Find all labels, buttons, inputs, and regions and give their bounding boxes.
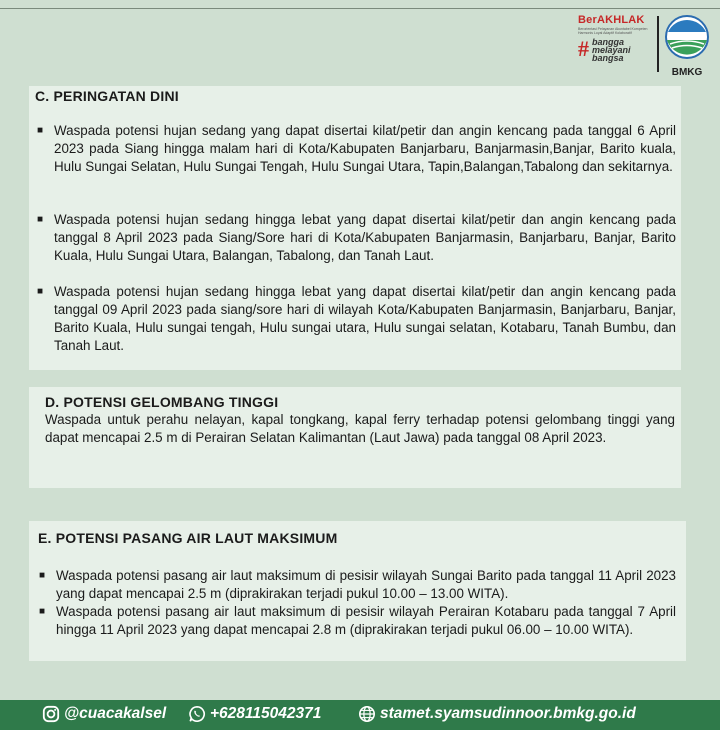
section-e-bullet-1: ■ Waspada potensi pasang air laut maksimum di pesisir wilayah Sungai Barito pada tanggal 11 April 2023 yang dapat mencapai 2.5 m (diprakirakan terjadi pukul 10.00 – 13.00 WITA). [39, 568, 676, 601]
bullet-icon: ■ [39, 570, 46, 581]
bmkg-emblem-icon [664, 14, 710, 60]
section-pasang-air-laut [29, 521, 686, 661]
section-c-bullet-1: ■ Waspada potensi hujan sedang yang dapat disertai kilat/petir dan angin kencang pada tanggal 6 April 2023 pada Siang hingga malam hari di Kota/Kabupaten Banjarbaru, Banjarmasin,Banjar, Barito kuala, Hulu Sungai Selatan, Hulu Sungai Tengah, Hulu Sungai Utara, Tapin,Balangan,Tabalong dan sekitarnya. [37, 123, 676, 174]
berakhlak-title: BerAKHLAK [578, 14, 645, 26]
bullet-icon: ■ [37, 125, 44, 136]
section-c-title: C. PERINGATAN DINI [35, 88, 179, 104]
website-contact[interactable] [358, 705, 636, 723]
footer-contact-bar [0, 700, 720, 730]
globe-icon [358, 705, 376, 723]
section-gelombang-tinggi [29, 387, 681, 488]
website-url: stamet.syamsudinnoor.bmkg.go.id [380, 705, 636, 722]
section-e-bullet-2: ■ Waspada potensi pasang air laut maksimum di pesisir wilayah Perairan Kotabaru pada tanggal 7 April hingga 11 April 2023 yang dapat mencapai 2.8 m (diprakirakan terjadi pukul 06.00 – 10.00 WITA). [39, 604, 676, 637]
header-logos [574, 12, 714, 76]
whatsapp-icon [188, 705, 206, 723]
bullet-icon: ■ [37, 214, 44, 225]
bullet-icon: ■ [37, 286, 44, 297]
logo-divider [657, 16, 659, 72]
section-d-body: Waspada untuk perahu nelayan, kapal tongkang, kapal ferry terhadap potensi gelombang tinggi yang dapat mencapai 2.5 m di Perairan Selatan Kalimantan (Laut Jawa) pada tanggal 08 April 2023. [45, 412, 675, 445]
hash-icon: # [578, 36, 589, 61]
section-c-bullet-3: ■ Waspada potensi hujan sedang hingga lebat yang dapat disertai kilat/petir dan angin kencang pada tanggal 09 April 2023 pada siang/sore hari di wilayah Kota/Kabupaten Banjarmasin, Banjarbaru, Banjar, Barito Kuala, Hulu sungai tengah, Hulu sungai utara, Hulu sungai selatan, Kotabaru, Tanah Bumbu, dan Tanah Laut. [37, 284, 676, 353]
top-divider [0, 8, 720, 9]
section-c-bullet-2: ■ Waspada potensi hujan sedang hingga lebat yang dapat disertai kilat/petir dan angin kencang pada tanggal 8 April 2023 pada Siang/Sore hari di Kota/Kabupaten Banjarmasin, Banjarbaru, Banjar, Barito Kuala, Hulu Sungai Utara, Balangan, Tabalong, dan Tanah Laut. [37, 212, 676, 263]
section-peringatan-dini [29, 86, 681, 370]
bangga-melayani-bangsa: bangga melayani bangsa [592, 37, 631, 63]
section-d-title: D. POTENSI GELOMBANG TINGGI [45, 394, 279, 410]
berakhlak-logo [578, 14, 650, 63]
instagram-contact[interactable] [42, 705, 166, 723]
instagram-icon [42, 705, 60, 723]
bullet-icon: ■ [39, 606, 46, 617]
instagram-handle: @cuacakalsel [64, 705, 167, 722]
bmkg-logo [664, 14, 710, 78]
bmkg-label: BMKG [671, 67, 703, 78]
section-e-title: E. POTENSI PASANG AIR LAUT MAKSIMUM [38, 530, 338, 546]
berakhlak-subtitle: Berorientasi Pelayanan Akuntabel Kompeten Harmonis Loyal Adaptif Kolaboratif [578, 27, 648, 35]
whatsapp-number: +628115042371 [210, 705, 322, 722]
whatsapp-contact[interactable] [188, 705, 321, 723]
